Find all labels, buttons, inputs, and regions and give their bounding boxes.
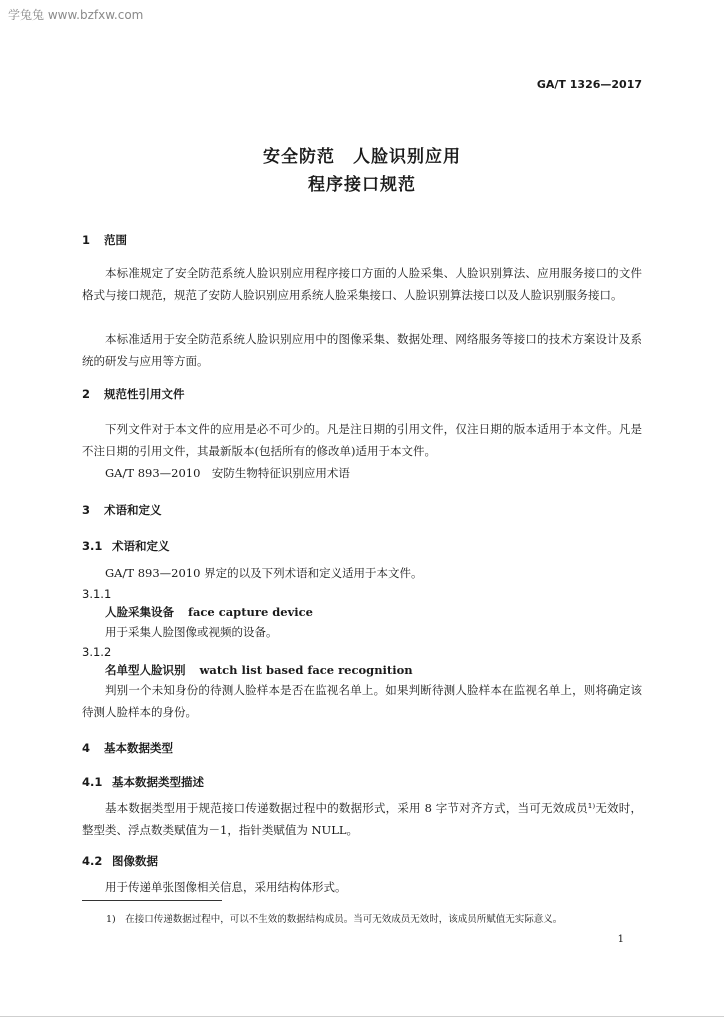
section-2-heading — [82, 386, 185, 402]
subsection-4-2-paragraph: 用于传递单张图像相关信息，采用结构体形式。 — [105, 880, 347, 894]
subsection-number: 3.1 — [82, 539, 103, 553]
page-bottom-border — [0, 1016, 724, 1017]
subsection-4-2-heading — [82, 853, 158, 869]
subsection-title: 图像数据 — [112, 854, 158, 868]
title-line-2: 程序接口规范 — [308, 175, 416, 195]
term-3-1-2-number: 3.1.2 — [82, 645, 112, 659]
subsection-title: 术语和定义 — [112, 539, 170, 553]
normative-reference: GA/T 893—2010 安防生物特征识别应用术语 — [105, 466, 350, 480]
section-number: 1 — [82, 233, 91, 247]
footnote-separator — [82, 900, 222, 901]
title-line-1: 安全防范 人脸识别应用 — [263, 147, 461, 167]
subsection-number: 4.2 — [82, 854, 103, 868]
term-3-1-1 — [105, 604, 313, 620]
subsection-number: 4.1 — [82, 775, 103, 789]
term-english: face capture device — [188, 605, 313, 619]
subsection-3-1-heading — [82, 538, 170, 554]
section-title: 基本数据类型 — [104, 741, 173, 755]
subsection-4-1-heading — [82, 774, 204, 790]
section-title: 术语和定义 — [104, 503, 162, 517]
section-title: 范围 — [104, 233, 127, 247]
footnote: 1) 在接口传递数据过程中，可以不生效的数据结构成员。当可无效成员无效时，该成员所赋值无实际意义。 — [106, 914, 563, 925]
section-1-paragraph-2: 本标准适用于安全防范系统人脸识别应用中的图像采集、数据处理、网络服务等接口的技术方案设计及系统的研发与应用等方面。 — [82, 332, 642, 368]
subsection-title: 基本数据类型描述 — [112, 775, 204, 789]
section-4-heading — [82, 740, 173, 756]
section-2-paragraph: 下列文件对于本文件的应用是必不可少的。凡是注日期的引用文件，仅注日期的版本适用于本文件。凡是不注日期的引用文件，其最新版本(包括所有的修改单)适用于本文件。 — [82, 422, 642, 458]
section-title: 规范性引用文件 — [104, 387, 185, 401]
subsection-3-1-paragraph: GA/T 893—2010 界定的以及下列术语和定义适用于本文件。 — [105, 566, 423, 580]
term-3-1-2 — [105, 662, 413, 678]
page-number: 1 — [617, 934, 624, 945]
subsection-4-1-paragraph: 基本数据类型用于规范接口传递数据过程中的数据形式，采用 8 字节对齐方式，当可无效成员¹⁾无效时，整型类、浮点数类赋值为－1，指针类赋值为 NULL。 — [82, 801, 642, 837]
document-number: GA/T 1326—2017 — [536, 78, 642, 91]
term-3-1-2-definition: 判别一个未知身份的待测人脸样本是否在监视名单上。如果判断待测人脸样本在监视名单上，则将确定该待测人脸样本的身份。 — [82, 683, 642, 719]
section-number: 3 — [82, 503, 91, 517]
section-1-paragraph-1: 本标准规定了安全防范系统人脸识别应用程序接口方面的人脸采集、人脸识别算法、应用服务接口的文件格式与接口规范，规范了安防人脸识别应用系统人脸采集接口、人脸识别算法接口以及人脸识别服务接口。 — [82, 266, 642, 302]
term-3-1-1-definition: 用于采集人脸图像或视频的设备。 — [105, 625, 278, 639]
watermark: 学兔兔 www.bzfxw.com — [8, 8, 144, 22]
section-number: 4 — [82, 741, 91, 755]
term-3-1-1-number: 3.1.1 — [82, 587, 112, 601]
section-1-heading — [82, 232, 127, 248]
term-chinese: 名单型人脸识别 — [105, 663, 186, 677]
term-english: watch list based face recognition — [199, 663, 413, 677]
section-number: 2 — [82, 387, 91, 401]
section-3-heading — [82, 502, 162, 518]
term-chinese: 人脸采集设备 — [105, 605, 174, 619]
